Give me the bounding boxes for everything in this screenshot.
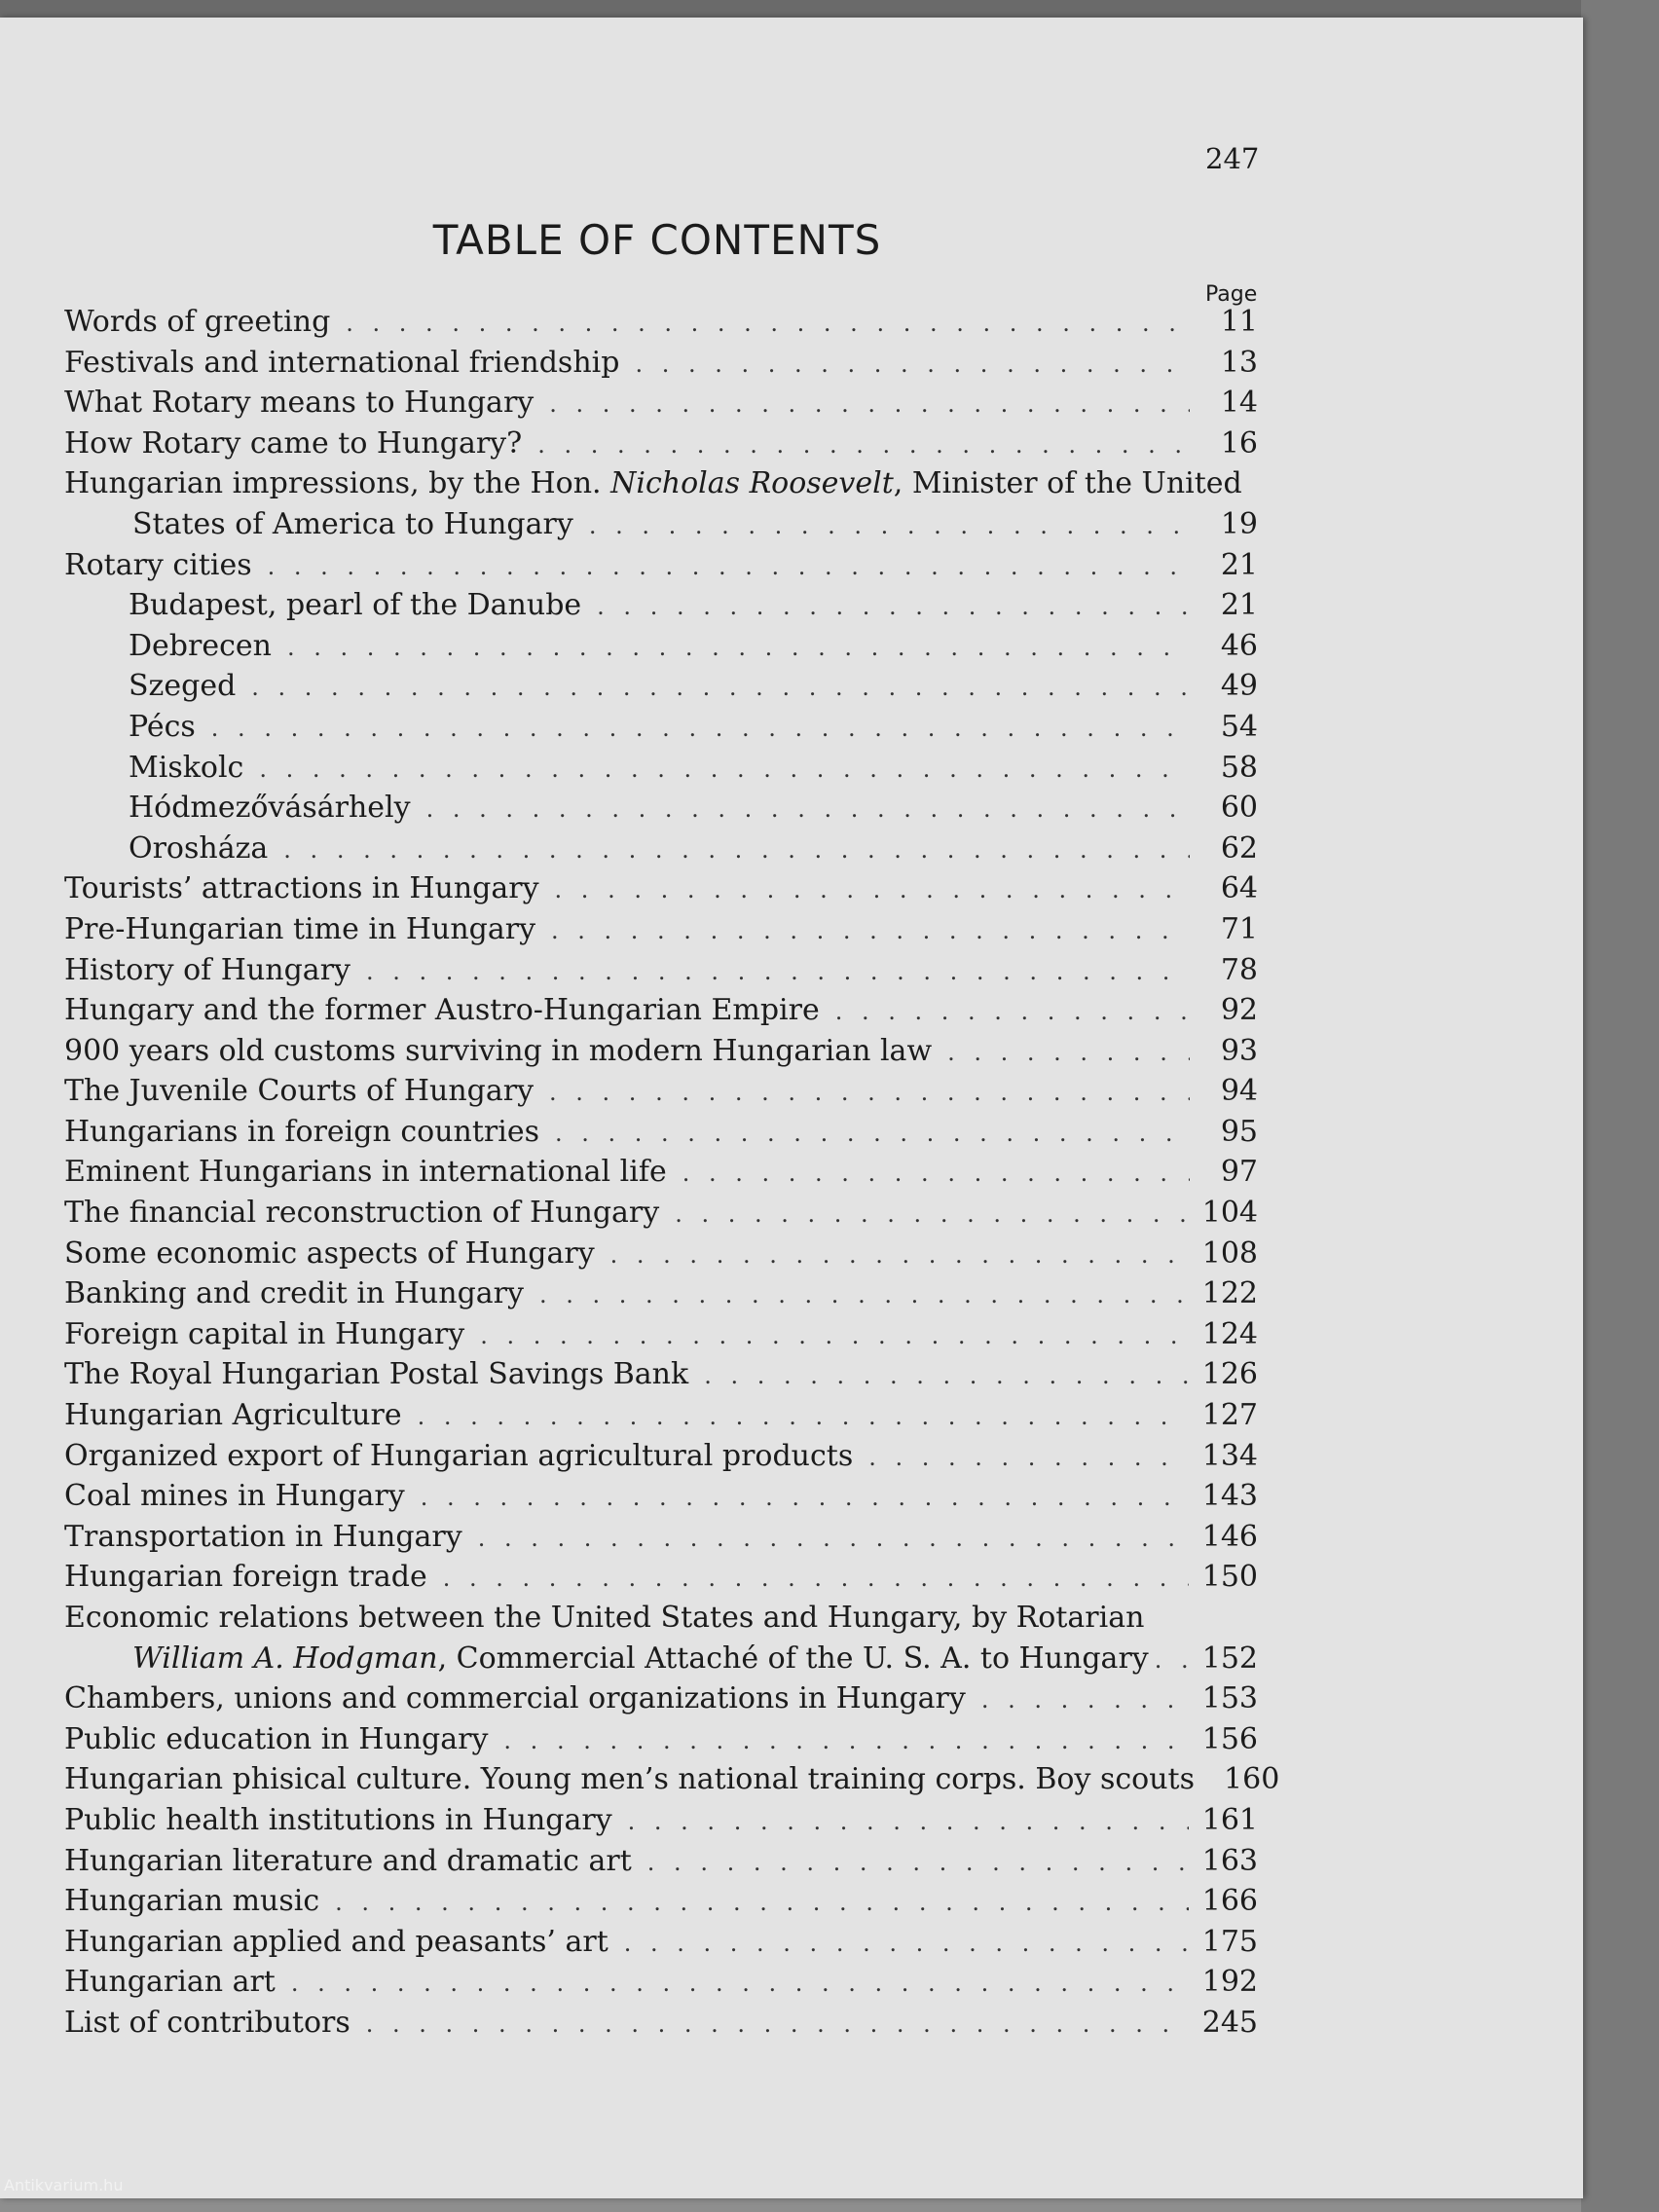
entry-page: 21 — [1220, 547, 1258, 582]
entry-label: Hungarian impressions, by the Hon. — [64, 466, 611, 501]
entry-label: Tourists’ attractions in Hungary — [64, 871, 539, 906]
toc-entry[interactable] — [64, 1678, 1258, 1719]
toc-entry[interactable] — [64, 1881, 1258, 1922]
dot-leader — [647, 1843, 1189, 1884]
entry-label: Some economic aspects of Hungary — [64, 1235, 595, 1271]
dot-leader — [555, 870, 1190, 911]
toc-entry[interactable] — [64, 748, 1258, 789]
entry-label: Public education in Hungary — [64, 1721, 489, 1756]
entry-label: The financial reconstruction of Hungary — [64, 1196, 660, 1231]
entry-label: Pécs — [129, 709, 196, 744]
dot-leader — [418, 1397, 1189, 1438]
toc-entry[interactable] — [64, 1557, 1258, 1598]
entry-page: 62 — [1220, 830, 1258, 866]
toc-entry[interactable] — [64, 1841, 1258, 1882]
dot-leader — [478, 1519, 1189, 1560]
entry-label: Words of greeting — [64, 305, 331, 339]
dot-leader — [335, 1883, 1189, 1924]
dot-leader — [421, 1478, 1189, 1519]
entry-page: 156 — [1201, 1721, 1258, 1756]
toc-entry[interactable] — [64, 707, 1258, 748]
dot-leader — [597, 587, 1190, 628]
entry-label: Coal mines in Hungary — [64, 1479, 405, 1514]
entry-page: 126 — [1201, 1357, 1258, 1392]
entry-page: 94 — [1220, 1074, 1258, 1109]
toc-entry[interactable] — [64, 990, 1258, 1031]
toc-entry[interactable] — [64, 1922, 1258, 1963]
entry-label: Szeged — [129, 669, 237, 704]
toc-entry[interactable] — [64, 2003, 1258, 2044]
dot-leader — [628, 1802, 1189, 1843]
dot-leader — [426, 790, 1190, 830]
entry-page: 21 — [1220, 588, 1258, 623]
toc-entry[interactable] — [64, 1152, 1258, 1193]
dot-leader — [503, 1721, 1188, 1762]
toc-entry[interactable] — [64, 909, 1258, 950]
entry-page: 127 — [1201, 1398, 1258, 1433]
entry-label: Chambers, unions and commercial organizations in Hungary — [64, 1681, 966, 1716]
toc-entry[interactable] — [64, 788, 1258, 829]
entry-label: Budapest, pearl of the Danube — [129, 588, 582, 623]
toc-entry[interactable] — [64, 343, 1258, 384]
toc-entry[interactable] — [64, 1193, 1258, 1234]
entry-label: The Royal Hungarian Postal Savings Bank — [64, 1357, 689, 1392]
dot-leader — [259, 750, 1190, 791]
entry-label: Hungary and the former Austro-Hungarian Empire — [64, 993, 820, 1028]
dot-leader — [549, 385, 1190, 425]
entry-label: Hungarian Agriculture — [64, 1398, 402, 1433]
toc-entry[interactable] — [64, 1395, 1258, 1436]
dot-leader — [251, 668, 1190, 709]
entry-page: 153 — [1201, 1681, 1258, 1716]
entry-label: Economic relations between the United States and Hungary, by Rotarian — [64, 1601, 1145, 1635]
entry-page: 58 — [1220, 750, 1258, 785]
toc-entry-roosevelt[interactable] — [64, 463, 1258, 544]
entry-label: History of Hungary — [64, 952, 350, 987]
dot-leader — [624, 1924, 1189, 1965]
entry-page: 150 — [1201, 1560, 1258, 1595]
toc-entry-hodgman[interactable] — [64, 1598, 1258, 1678]
toc-entry[interactable] — [64, 1719, 1258, 1760]
toc-entry[interactable] — [64, 868, 1258, 909]
dot-leader — [704, 1356, 1189, 1397]
entry-page: 93 — [1220, 1033, 1258, 1068]
entry-label: Rotary cities — [64, 547, 252, 582]
toc-entry[interactable] — [64, 1354, 1258, 1395]
entry-page: 95 — [1220, 1114, 1258, 1149]
toc-entry[interactable] — [64, 1071, 1258, 1112]
author-name: William A. Hodgman — [132, 1641, 438, 1676]
toc-entry[interactable] — [64, 1112, 1258, 1153]
dot-leader — [480, 1316, 1189, 1357]
entry-page: 49 — [1220, 669, 1258, 704]
entry-label: Miskolc — [129, 750, 244, 785]
toc-group-a — [64, 302, 1258, 463]
entry-page: 16 — [1220, 425, 1258, 461]
entry-page: 13 — [1220, 345, 1258, 380]
page-title: TABLE OF CONTENTS — [432, 216, 882, 264]
dot-leader — [287, 628, 1190, 669]
entry-label: How Rotary came to Hungary? — [64, 425, 523, 461]
entry-page: 11 — [1220, 305, 1258, 339]
backdrop — [1581, 0, 1659, 2212]
entry-page: 146 — [1201, 1519, 1258, 1554]
dot-leader — [346, 304, 1190, 345]
toc-entry[interactable] — [64, 383, 1258, 424]
entry-label: Hungarian phisical culture. Young men’s national training corps. Boy scouts — [64, 1762, 1196, 1797]
entry-label: Hungarian music — [64, 1884, 320, 1919]
toc-entry[interactable] — [64, 1962, 1258, 2003]
dot-leader — [835, 992, 1190, 1033]
toc-entry[interactable] — [64, 1436, 1258, 1477]
entry-label: 900 years old customs surviving in modern Hungarian law — [64, 1033, 933, 1068]
entry-label: Hungarian applied and peasants’ art — [64, 1924, 608, 1959]
entry-label: Hódmezővásárhely — [129, 791, 411, 826]
toc-entry[interactable] — [64, 666, 1258, 707]
entry-label: Hungarian art — [64, 1965, 276, 2000]
entry-page: 143 — [1201, 1479, 1258, 1514]
entry-label: The Juvenile Courts of Hungary — [64, 1074, 535, 1109]
entry-page: 46 — [1220, 628, 1258, 663]
dot-leader — [211, 709, 1190, 750]
toc-entry-rotary-cities[interactable] — [64, 545, 1258, 586]
dot-leader — [539, 1275, 1189, 1316]
toc-entry[interactable] — [64, 302, 1258, 343]
dot-leader — [675, 1195, 1189, 1235]
toc-entry[interactable] — [64, 1031, 1258, 1072]
dot-leader — [443, 1559, 1189, 1600]
entry-page: 175 — [1201, 1924, 1258, 1959]
book-page — [0, 18, 1583, 2198]
toc-entry[interactable] — [64, 626, 1258, 667]
toc-entry[interactable] — [64, 1273, 1258, 1314]
dot-leader — [589, 506, 1190, 547]
page-number: 247 — [1205, 142, 1260, 175]
dot-leader — [283, 830, 1190, 871]
toc-entry[interactable] — [64, 424, 1258, 464]
entry-page: 163 — [1201, 1843, 1258, 1878]
dot-leader — [610, 1235, 1189, 1276]
entry-label: Organized export of Hungarian agricultural products — [64, 1438, 854, 1473]
toc-entry[interactable] — [64, 1234, 1258, 1274]
entry-page: 14 — [1220, 386, 1258, 421]
toc-group-b — [64, 868, 1258, 1598]
entry-label: Pre-Hungarian time in Hungary — [64, 911, 536, 946]
dot-leader — [549, 1073, 1190, 1114]
entry-page: 166 — [1201, 1884, 1258, 1919]
entry-label-suffix: , Minister of the United — [893, 466, 1242, 501]
entry-label: Transportation in Hungary — [64, 1519, 462, 1554]
entry-page: 192 — [1201, 1965, 1258, 2000]
dot-leader — [981, 1680, 1189, 1721]
toc-entry[interactable] — [64, 1476, 1258, 1517]
toc-entry[interactable] — [64, 1759, 1280, 1800]
page-column-header: Page — [1205, 282, 1258, 307]
entry-page: 92 — [1220, 993, 1258, 1028]
entry-page: 71 — [1220, 911, 1258, 946]
entry-label: Hungarians in foreign countries — [64, 1114, 539, 1149]
entry-page: 124 — [1201, 1316, 1258, 1351]
entry-label-suffix: , Commercial Attaché of the U. S. A. to Hungary — [437, 1641, 1149, 1676]
entry-label: Banking and credit in Hungary — [64, 1276, 524, 1311]
dot-leader — [635, 345, 1190, 386]
entry-page: 108 — [1201, 1235, 1258, 1271]
toc-group-c — [64, 1678, 1280, 2043]
dot-leader — [551, 911, 1190, 952]
entry-label: List of contributors — [64, 2005, 350, 2040]
entry-label: Public health institutions in Hungary — [64, 1802, 612, 1837]
dot-leader — [537, 425, 1190, 466]
entry-label: Orosháza — [129, 830, 269, 866]
entry-label: Festivals and international friendship — [64, 345, 620, 380]
dot-leader — [682, 1154, 1190, 1195]
toc-entry[interactable] — [64, 1517, 1258, 1558]
table-of-contents — [64, 302, 1280, 2044]
author-name: Nicholas Roosevelt — [610, 466, 894, 501]
dot-leader — [268, 547, 1190, 588]
entry-label: Foreign capital in Hungary — [64, 1316, 465, 1351]
toc-entry[interactable] — [64, 1800, 1258, 1841]
watermark: Antikvarium.hu — [4, 2176, 124, 2194]
entry-page: 245 — [1201, 2005, 1258, 2040]
dot-leader — [555, 1114, 1190, 1155]
toc-entry[interactable] — [64, 950, 1258, 991]
entry-label: What Rotary means to Hungary — [64, 386, 535, 421]
entry-page: 60 — [1220, 791, 1258, 826]
entry-page: 78 — [1220, 952, 1258, 987]
toc-group-cities — [64, 585, 1258, 868]
toc-entry[interactable] — [64, 1314, 1258, 1355]
toc-entry[interactable] — [64, 829, 1258, 869]
toc-entry[interactable] — [64, 585, 1258, 626]
entry-label: Eminent Hungarians in international life — [64, 1155, 667, 1190]
dot-leader — [366, 2005, 1189, 2046]
entry-page: 152 — [1201, 1641, 1258, 1676]
entry-page: 104 — [1201, 1196, 1258, 1231]
dot-leader — [868, 1438, 1188, 1479]
entry-label: Debrecen — [129, 628, 272, 663]
entry-page: 54 — [1220, 709, 1258, 744]
dot-leader — [366, 952, 1190, 993]
entry-page: 160 — [1224, 1762, 1280, 1797]
dot-leader — [947, 1033, 1190, 1074]
entry-page: 134 — [1201, 1438, 1258, 1473]
entry-page: 161 — [1201, 1802, 1258, 1837]
dot-leader — [291, 1964, 1189, 2005]
entry-page: 19 — [1220, 506, 1258, 541]
entry-page: 64 — [1220, 871, 1258, 906]
entry-label-cont: States of America to Hungary — [132, 506, 573, 541]
entry-label: Hungarian literature and dramatic art — [64, 1843, 632, 1878]
entry-label: Hungarian foreign trade — [64, 1560, 427, 1595]
dot-leader — [1155, 1641, 1197, 1681]
entry-page: 122 — [1201, 1276, 1258, 1311]
entry-page: 97 — [1220, 1155, 1258, 1190]
